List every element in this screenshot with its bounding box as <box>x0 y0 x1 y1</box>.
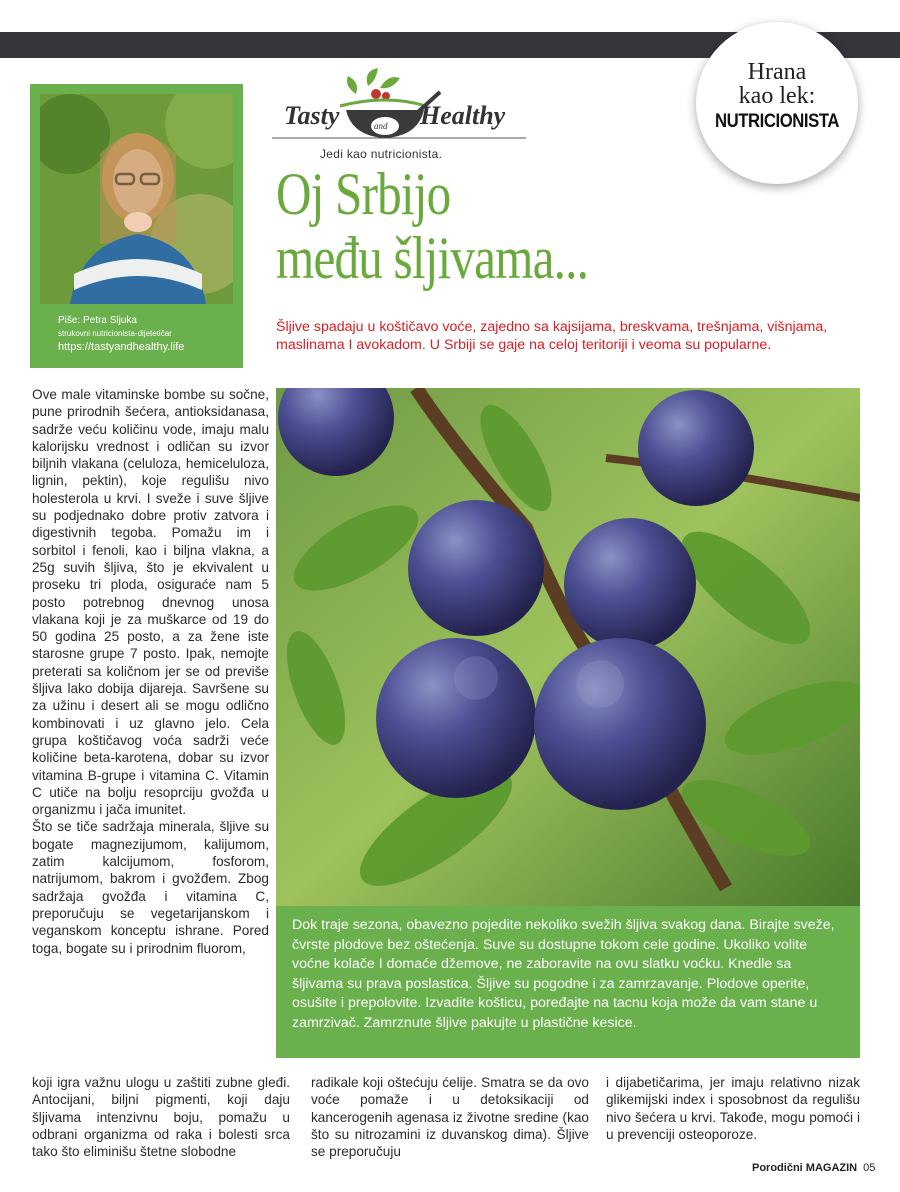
plant-icon <box>340 68 426 106</box>
lead-paragraph: Šljive spadaju u koštičavo voće, zajedno sa kajsijama, breskvama, trešnjama, višnjama, maslinama I avokadom. U Srbiji se gaje na celoj teritoriji i veoma su popularne. <box>276 319 828 353</box>
body-paragraph: i dijabetičarima, jer imaju relativno nizak glikemijski index i sposobnost da regulišu nivo šećera u krvi. Takođe, mogu pomoći i u prevenciji osteoporoze. <box>606 1075 860 1142</box>
author-url[interactable]: https://tastyandhealthy.life <box>58 341 185 353</box>
magazine-name: Porodični MAGAZIN <box>752 1162 858 1174</box>
body-paragraph: koji igra važnu ulogu u zaštiti zubne gleđi. Antocijani, biljni pigmenti, koji daju šljivama intenzivnu boju, pomažu u odbrani organizma od raka i bolesti srca tako što eliminišu štetne slobodne <box>32 1075 290 1160</box>
author-photo <box>40 94 233 304</box>
logo-word-tasty: Tasty <box>284 101 340 130</box>
badge-line1: Hrana <box>747 59 807 85</box>
body-paragraph: radikale koji oštećuju ćelije. Smatra se da ovo voće pomaže i u detoksikaciji od kancerogenih agenasa iz životne sredine (kao što su nitrozamini iz duvanskog dima). Šljive se preporučuju <box>311 1075 589 1160</box>
body-column-1-continued <box>32 1074 290 1160</box>
headline-line2: među šljivama... <box>276 225 589 291</box>
page-number: 05 <box>863 1162 876 1174</box>
tagline: Jedi kao nutricionista. <box>320 147 443 161</box>
tip-box: Dok traje sezona, obavezno pojedite nekoliko svežih šljiva svakog dana. Birajte sveže, čvrste plodove bez oštećenja. Suve su dostupne tokom cele godine. Ukoliko volite voćne kolače I domaće džemove, ne zaboravite na ovu slatku voćku. Knedle sa šljivama su prava poslastica. Šljive su pogodne i za zamrzavanje. Plodove operite, osušite i prepolovite. Izvadite košticu, poređajte na tacnu koja može da vam stane u zamrzivač. Zamrznute šljive pakujte u plastične kesice. <box>276 906 860 1058</box>
page-footer <box>752 1162 875 1174</box>
body-column-2 <box>311 1074 589 1160</box>
logo-word-healthy: Healthy <box>420 101 506 130</box>
author-byline: Piše: Petra Sljuka <box>58 315 137 326</box>
body-paragraph: Što se tiče sadržaja minerala, šljive su bogate magnezijumom, kalijumom, zatim kalcijumom, fosforom, natrijumom, bakrom i gvožđem. Zbog sadržaja gvožđa i vitamina C, preporučuju se vegetarijanskom i veganskom konceptu ishrane. Pored toga, bogate su i prirodnim fluorom, <box>32 819 269 956</box>
tasty-and-healthy-logo <box>268 66 530 146</box>
plums-photo <box>276 388 860 906</box>
author-caption <box>58 314 238 354</box>
section-badge <box>696 22 858 184</box>
logo-word-and: and <box>374 121 388 131</box>
body-paragraph: Ove male vitaminske bombe su sočne, pune prirodnih šećera, antioksidanasa, sadrže veću količinu vode, imaju malu kalorijsku vrednost i odličan su izvor biljnih vlakana (celuloza, hemiceluloza, lignin, pektin), koje regulišu nivo holesterola u krvi. I sveže i suve šljive su podjednako dobre protiv zatvora i digestivnih tegoba. Pomažu im i sorbitol i fenoli, kao i biljna vlakna, a 25g suvih šljiva, što je ekvivalent u proseku tri ploda, osiguraće nam 5 posto potrebnog dnevnog unosa vlakana koji je za muškarce od 19 do 50 godina 25 posto, a za žene iste starosne grupe 7 posto. Ipak, nemojte preterati sa količnom jer se od previše šljiva lako dobija dijareja. Savršene su za užinu i desert ali se mogu odlično kombinovati i uz glavno jelo. Cela grupa koštičavog voća sadrži veće količine beta-karotena, dobar su izvor vitamina B-grupe i vitamina C. Vitamin C utiče na bolju resoprciju gvožđa u organizmu i jača imunitet. <box>32 387 269 818</box>
headline <box>276 161 589 291</box>
body-column-3 <box>606 1074 860 1143</box>
badge-line2: kao lek: <box>738 83 816 109</box>
badge-line3: NUTRICIONISTA <box>714 111 839 132</box>
body-column-1 <box>32 386 269 957</box>
headline-line1: Oj Srbijo <box>276 161 451 227</box>
author-box <box>30 84 243 368</box>
author-title: strukovni nutricionista-dijetetičar <box>58 329 172 338</box>
